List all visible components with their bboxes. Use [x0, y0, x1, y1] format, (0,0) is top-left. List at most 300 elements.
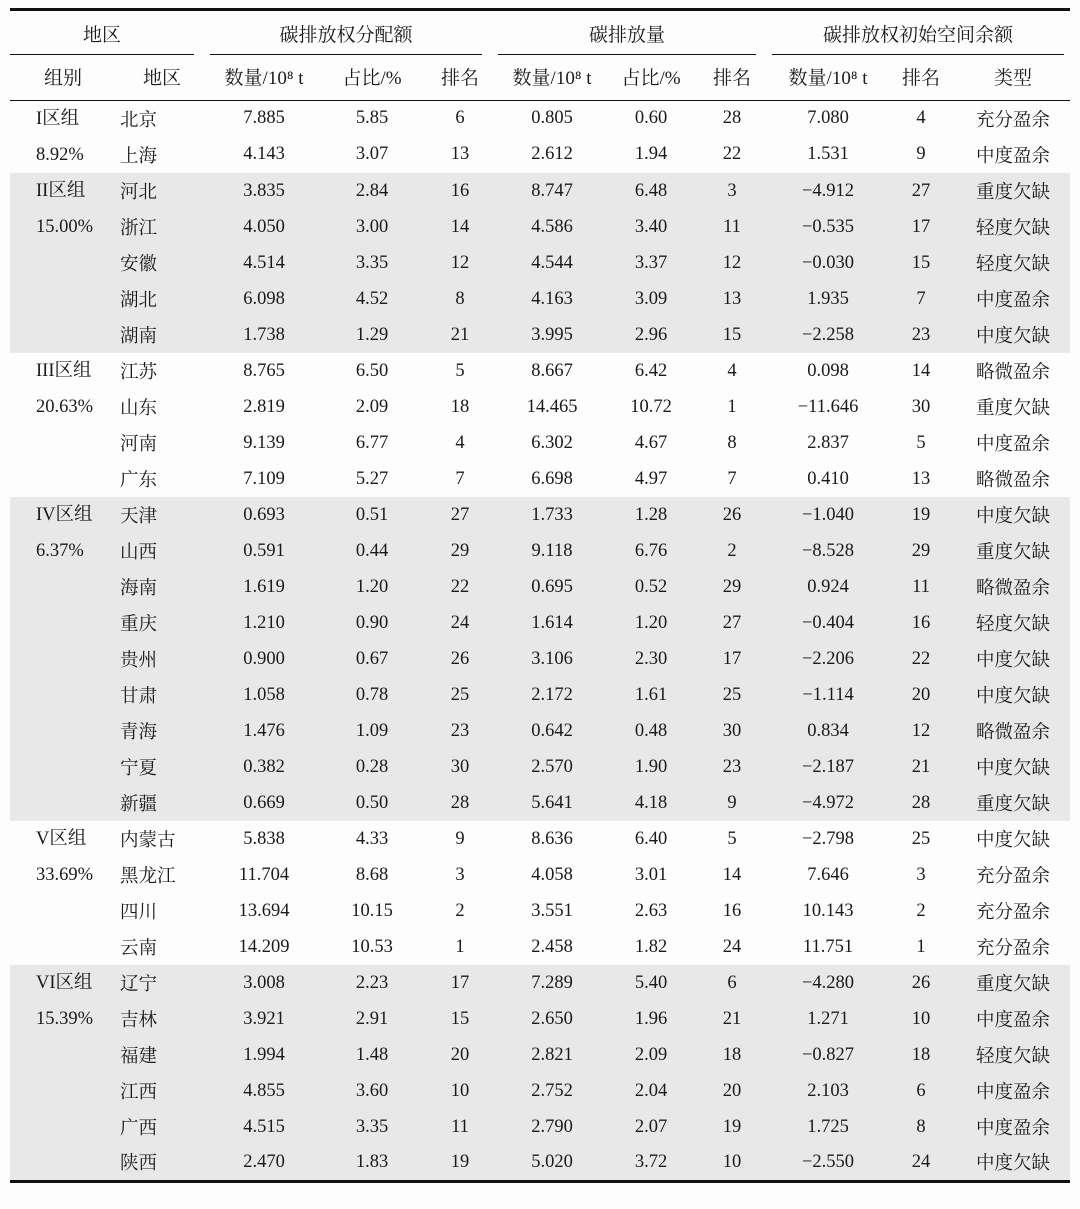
- province-cell: 海南: [116, 569, 208, 605]
- emis-share-cell: 1.61: [608, 677, 694, 713]
- emis-qty-cell: 7.289: [496, 965, 608, 1001]
- alloc-share-cell: 8.68: [355, 864, 389, 885]
- table-row: [10, 857, 1070, 893]
- balance-rank-cell: 2: [916, 900, 926, 921]
- balance-type-cell: 充分盈余: [976, 867, 1051, 887]
- balance-qty-cell: −4.280: [770, 965, 886, 1001]
- alloc-qty-cell: 14.209: [238, 936, 290, 957]
- alloc-share-cell: 0.51: [320, 497, 424, 533]
- balance-type-cell: 轻度欠缺: [956, 245, 1070, 281]
- balance-type-cell: 中度欠缺: [956, 641, 1070, 677]
- alloc-share-cell: 0.28: [320, 749, 424, 785]
- group-percent: 6.37%: [36, 541, 84, 561]
- balance-rank-cell: 29: [886, 533, 956, 569]
- alloc-qty-cell: 3.008: [208, 965, 320, 1001]
- emis-rank-cell: 7: [727, 468, 737, 489]
- group-percent: 8.92%: [36, 145, 84, 165]
- balance-rank-cell: 6: [886, 1073, 956, 1109]
- alloc-rank-cell: 26: [424, 641, 496, 677]
- balance-qty-cell: −2.798: [801, 828, 855, 849]
- emis-qty-cell: 3.106: [496, 641, 608, 677]
- province-cell: 辽宁: [116, 965, 208, 1001]
- alloc-share-cell: 1.83: [320, 1145, 424, 1181]
- emis-qty-cell: 1.733: [496, 497, 608, 533]
- emis-rank-cell: 20: [694, 1073, 770, 1109]
- table-row: [10, 641, 1070, 677]
- emis-rank-cell: 21: [694, 1001, 770, 1037]
- alloc-rank-cell: 16: [424, 173, 496, 209]
- emis-rank-cell: 5: [727, 828, 737, 849]
- emis-share-cell: 1.28: [608, 497, 694, 533]
- balance-type-cell: 轻度欠缺: [956, 605, 1070, 641]
- emis-share-cell: 3.01: [634, 864, 668, 885]
- province-cell: 广西: [116, 1109, 208, 1145]
- province-cell: 内蒙古: [120, 831, 176, 851]
- alloc-rank-cell: 25: [424, 677, 496, 713]
- balance-qty-cell: 1.271: [770, 1001, 886, 1037]
- alloc-qty-cell: 11.704: [238, 864, 290, 885]
- alloc-share-cell: 6.77: [355, 432, 389, 453]
- table-row: [10, 209, 1070, 245]
- balance-qty-cell: 11.751: [802, 936, 854, 957]
- emis-share-cell: 2.09: [608, 1037, 694, 1073]
- alloc-share-cell: 4.33: [355, 828, 389, 849]
- alloc-share-cell: 1.09: [320, 713, 424, 749]
- alloc-rank-cell: 5: [455, 360, 465, 381]
- emis-qty-cell: 5.641: [496, 785, 608, 821]
- emis-rank-cell: 17: [694, 641, 770, 677]
- alloc-share-cell: 5.27: [355, 468, 389, 489]
- emis-share-cell: 6.42: [634, 360, 668, 381]
- subheader-alloc-rank: 排名: [424, 55, 496, 101]
- emis-share-cell: 1.90: [608, 749, 694, 785]
- emis-rank-cell: 29: [694, 569, 770, 605]
- alloc-qty-cell: 0.693: [208, 497, 320, 533]
- balance-type-cell: 中度盈余: [976, 146, 1051, 167]
- col-group-emission-label: 碳排放量: [498, 20, 756, 55]
- col-group-region-label: 地区: [10, 20, 194, 55]
- table-row: [10, 1001, 1070, 1037]
- alloc-share-cell: 2.84: [320, 173, 424, 209]
- balance-type-cell: 重度欠缺: [956, 965, 1070, 1001]
- emis-rank-cell: 3: [694, 173, 770, 209]
- alloc-share-cell: 1.20: [320, 569, 424, 605]
- table-row: [10, 353, 1070, 389]
- table-row: [10, 461, 1070, 497]
- balance-rank-cell: 5: [916, 432, 926, 453]
- province-cell: 江苏: [120, 363, 158, 383]
- province-cell: 天津: [116, 497, 208, 533]
- emis-qty-cell: 2.612: [531, 144, 573, 165]
- group-name: III区组: [36, 361, 92, 381]
- balance-qty-cell: 2.837: [807, 432, 849, 453]
- emis-share-cell: 2.63: [634, 900, 668, 921]
- emis-share-cell: 1.94: [634, 144, 668, 165]
- subheader-group: 组别: [10, 55, 116, 101]
- table-row: [10, 137, 1070, 173]
- alloc-qty-cell: 5.838: [243, 828, 285, 849]
- emis-share-cell: 4.97: [634, 468, 668, 489]
- alloc-rank-cell: 29: [424, 533, 496, 569]
- alloc-qty-cell: 4.855: [208, 1073, 320, 1109]
- alloc-share-cell: 1.48: [320, 1037, 424, 1073]
- alloc-rank-cell: 13: [450, 144, 470, 165]
- emis-rank-cell: 15: [694, 317, 770, 353]
- alloc-share-cell: 6.50: [355, 360, 389, 381]
- balance-qty-cell: −11.646: [797, 396, 859, 417]
- col-group-allocation-label: 碳排放权分配额: [210, 20, 482, 55]
- emis-rank-cell: 24: [722, 936, 742, 957]
- alloc-share-cell: 3.07: [355, 144, 389, 165]
- balance-qty-cell: 0.924: [770, 569, 886, 605]
- alloc-qty-cell: 1.738: [208, 317, 320, 353]
- alloc-qty-cell: 1.058: [208, 677, 320, 713]
- balance-rank-cell: 3: [916, 864, 926, 885]
- balance-rank-cell: 1: [916, 936, 926, 957]
- balance-type-cell: 重度欠缺: [956, 785, 1070, 821]
- alloc-rank-cell: 9: [455, 828, 465, 849]
- balance-qty-cell: 0.098: [807, 360, 849, 381]
- emis-qty-cell: 0.805: [531, 108, 573, 129]
- alloc-share-cell: 3.60: [320, 1073, 424, 1109]
- alloc-qty-cell: 2.470: [208, 1145, 320, 1181]
- emis-share-cell: 0.52: [608, 569, 694, 605]
- alloc-qty-cell: 0.591: [208, 533, 320, 569]
- balance-type-cell: 中度欠缺: [956, 497, 1070, 533]
- balance-qty-cell: 2.103: [770, 1073, 886, 1109]
- emis-rank-cell: 12: [694, 245, 770, 281]
- group-name: IV区组: [36, 505, 93, 525]
- balance-type-cell: 中度欠缺: [956, 749, 1070, 785]
- emis-share-cell: 1.96: [608, 1001, 694, 1037]
- province-cell: 新疆: [116, 785, 208, 821]
- emis-share-cell: 1.82: [634, 936, 668, 957]
- province-cell: 北京: [120, 110, 158, 131]
- table-row: [10, 173, 1070, 209]
- balance-rank-cell: 12: [886, 713, 956, 749]
- province-cell: 浙江: [116, 209, 208, 245]
- alloc-qty-cell: 1.619: [208, 569, 320, 605]
- balance-qty-cell: 10.143: [802, 900, 854, 921]
- balance-rank-cell: 24: [886, 1145, 956, 1181]
- balance-rank-cell: 18: [886, 1037, 956, 1073]
- emis-qty-cell: 3.995: [496, 317, 608, 353]
- balance-type-cell: 中度欠缺: [976, 831, 1051, 851]
- balance-rank-cell: 7: [886, 281, 956, 317]
- alloc-share-cell: 5.85: [355, 108, 389, 129]
- emis-rank-cell: 4: [727, 360, 737, 381]
- province-cell: 宁夏: [116, 749, 208, 785]
- balance-rank-cell: 9: [916, 144, 926, 165]
- province-cell: 陕西: [116, 1145, 208, 1181]
- alloc-rank-cell: 30: [424, 749, 496, 785]
- emis-qty-cell: 2.752: [496, 1073, 608, 1109]
- balance-rank-cell: 8: [886, 1109, 956, 1145]
- table-row: [10, 821, 1070, 857]
- balance-qty-cell: 1.935: [770, 281, 886, 317]
- emis-rank-cell: 26: [694, 497, 770, 533]
- emis-rank-cell: 1: [727, 396, 737, 417]
- alloc-share-cell: 2.09: [355, 396, 389, 417]
- emis-rank-cell: 28: [722, 108, 742, 129]
- alloc-qty-cell: 13.694: [238, 900, 290, 921]
- balance-qty-cell: 1.725: [770, 1109, 886, 1145]
- alloc-share-cell: 4.52: [320, 281, 424, 317]
- group-name: I区组: [36, 109, 80, 129]
- col-group-balance-label: 碳排放权初始空间余额: [772, 20, 1064, 55]
- balance-qty-cell: −0.404: [770, 605, 886, 641]
- emis-share-cell: 2.07: [608, 1109, 694, 1145]
- subheader-emis-qty: 数量/10⁸ t: [496, 55, 608, 101]
- balance-type-cell: 略微盈余: [976, 471, 1051, 491]
- emis-qty-cell: 5.020: [496, 1145, 608, 1181]
- province-cell: 河南: [120, 435, 158, 455]
- alloc-share-cell: 10.53: [351, 936, 393, 957]
- col-group-emission: [496, 10, 770, 56]
- alloc-rank-cell: 21: [424, 317, 496, 353]
- province-cell: 山东: [120, 399, 158, 419]
- balance-type-cell: 中度欠缺: [956, 1145, 1070, 1181]
- province-cell: 广东: [120, 471, 158, 491]
- alloc-qty-cell: 7.109: [243, 468, 285, 489]
- table-row: [10, 281, 1070, 317]
- province-cell: 山西: [116, 533, 208, 569]
- alloc-qty-cell: 3.835: [208, 173, 320, 209]
- group-label-cell: [10, 821, 116, 965]
- balance-rank-cell: 23: [886, 317, 956, 353]
- group-name: II区组: [36, 181, 86, 201]
- alloc-qty-cell: 4.514: [208, 245, 320, 281]
- alloc-qty-cell: 2.819: [243, 396, 285, 417]
- table-row: [10, 893, 1070, 929]
- balance-type-cell: 略微盈余: [976, 363, 1051, 383]
- alloc-rank-cell: 11: [424, 1109, 496, 1145]
- emis-share-cell: 6.40: [634, 828, 668, 849]
- alloc-qty-cell: 9.139: [243, 432, 285, 453]
- province-cell: 江西: [116, 1073, 208, 1109]
- balance-type-cell: 中度盈余: [976, 435, 1051, 455]
- emis-share-cell: 3.37: [608, 245, 694, 281]
- alloc-rank-cell: 20: [424, 1037, 496, 1073]
- emis-qty-cell: 8.667: [531, 360, 573, 381]
- balance-rank-cell: 22: [886, 641, 956, 677]
- table-row: [10, 101, 1070, 137]
- emis-qty-cell: 2.458: [531, 936, 573, 957]
- alloc-rank-cell: 2: [455, 900, 465, 921]
- balance-qty-cell: 0.834: [770, 713, 886, 749]
- emis-qty-cell: 4.058: [531, 864, 573, 885]
- balance-type-cell: 略微盈余: [956, 713, 1070, 749]
- emis-rank-cell: 2: [694, 533, 770, 569]
- emis-qty-cell: 4.544: [496, 245, 608, 281]
- alloc-share-cell: 0.50: [320, 785, 424, 821]
- alloc-qty-cell: 8.765: [243, 360, 285, 381]
- balance-type-cell: 重度欠缺: [956, 173, 1070, 209]
- balance-rank-cell: 11: [886, 569, 956, 605]
- province-cell: 贵州: [116, 641, 208, 677]
- balance-rank-cell: 19: [886, 497, 956, 533]
- alloc-qty-cell: 4.515: [208, 1109, 320, 1145]
- emis-qty-cell: 8.636: [531, 828, 573, 849]
- emis-share-cell: 10.72: [630, 396, 672, 417]
- province-cell: 黑龙江: [120, 867, 176, 887]
- balance-qty-cell: −1.040: [770, 497, 886, 533]
- emis-rank-cell: 25: [694, 677, 770, 713]
- emis-qty-cell: 2.821: [496, 1037, 608, 1073]
- emis-rank-cell: 13: [694, 281, 770, 317]
- emis-qty-cell: 8.747: [496, 173, 608, 209]
- group-label-cell: [10, 353, 116, 497]
- alloc-share-cell: 3.35: [320, 245, 424, 281]
- balance-qty-cell: 7.646: [807, 864, 849, 885]
- balance-qty-cell: 0.410: [807, 468, 849, 489]
- balance-type-cell: 充分盈余: [976, 110, 1051, 131]
- table-header: [10, 10, 1070, 101]
- group-name: VI区组: [36, 973, 93, 993]
- col-group-balance: [770, 10, 1070, 56]
- table-row: [10, 245, 1070, 281]
- emis-rank-cell: 6: [694, 965, 770, 1001]
- emis-share-cell: 2.30: [608, 641, 694, 677]
- alloc-rank-cell: 15: [424, 1001, 496, 1037]
- emis-qty-cell: 1.614: [496, 605, 608, 641]
- group-percent: 15.00%: [36, 217, 94, 237]
- group-percent: 33.69%: [36, 865, 94, 885]
- balance-type-cell: 中度欠缺: [956, 317, 1070, 353]
- balance-rank-cell: 15: [886, 245, 956, 281]
- group-label-cell: [10, 497, 116, 821]
- alloc-rank-cell: 23: [424, 713, 496, 749]
- balance-rank-cell: 13: [911, 468, 931, 489]
- alloc-qty-cell: 4.050: [208, 209, 320, 245]
- emis-qty-cell: 2.790: [496, 1109, 608, 1145]
- emis-qty-cell: 4.163: [496, 281, 608, 317]
- balance-rank-cell: 30: [911, 396, 931, 417]
- balance-rank-cell: 16: [886, 605, 956, 641]
- alloc-qty-cell: 7.885: [243, 108, 285, 129]
- alloc-rank-cell: 10: [424, 1073, 496, 1109]
- alloc-qty-cell: 4.143: [243, 144, 285, 165]
- group-percent: 20.63%: [36, 397, 94, 417]
- balance-rank-cell: 17: [886, 209, 956, 245]
- alloc-share-cell: 10.15: [351, 900, 393, 921]
- emis-qty-cell: 3.551: [531, 900, 573, 921]
- balance-type-cell: 略微盈余: [956, 569, 1070, 605]
- alloc-share-cell: 3.35: [320, 1109, 424, 1145]
- emis-rank-cell: 30: [694, 713, 770, 749]
- emis-share-cell: 0.48: [608, 713, 694, 749]
- alloc-rank-cell: 27: [424, 497, 496, 533]
- province-cell: 四川: [120, 903, 158, 923]
- alloc-rank-cell: 3: [455, 864, 465, 885]
- balance-rank-cell: 21: [886, 749, 956, 785]
- balance-rank-cell: 25: [911, 828, 931, 849]
- emis-share-cell: 0.60: [634, 108, 668, 129]
- table-row: [10, 1109, 1070, 1145]
- emis-rank-cell: 16: [722, 900, 742, 921]
- table-row: [10, 425, 1070, 461]
- table-row: [10, 389, 1070, 425]
- table-row: [10, 677, 1070, 713]
- province-cell: 湖南: [116, 317, 208, 353]
- province-cell: 云南: [120, 939, 158, 959]
- emis-rank-cell: 27: [694, 605, 770, 641]
- alloc-rank-cell: 12: [424, 245, 496, 281]
- balance-type-cell: 重度欠缺: [976, 399, 1051, 419]
- subheader-region: 地区: [116, 55, 208, 101]
- balance-type-cell: 中度盈余: [956, 1001, 1070, 1037]
- table-row: [10, 929, 1070, 965]
- alloc-qty-cell: 0.669: [208, 785, 320, 821]
- alloc-rank-cell: 7: [455, 468, 465, 489]
- emis-rank-cell: 23: [694, 749, 770, 785]
- alloc-rank-cell: 24: [424, 605, 496, 641]
- province-cell: 安徽: [116, 245, 208, 281]
- alloc-share-cell: 3.00: [320, 209, 424, 245]
- emis-qty-cell: 0.695: [496, 569, 608, 605]
- group-label-cell: [10, 965, 116, 1181]
- emis-qty-cell: 6.698: [531, 468, 573, 489]
- table-body: [10, 101, 1070, 1182]
- subheader-alloc-share: 占比/%: [320, 55, 424, 101]
- balance-qty-cell: −2.258: [770, 317, 886, 353]
- table-row: [10, 749, 1070, 785]
- table-row: [10, 1073, 1070, 1109]
- subheader-emis-share: 占比/%: [608, 55, 694, 101]
- balance-qty-cell: −0.535: [770, 209, 886, 245]
- emis-share-cell: 6.48: [608, 173, 694, 209]
- emis-qty-cell: 14.465: [526, 396, 578, 417]
- emis-share-cell: 3.72: [608, 1145, 694, 1181]
- table-row: [10, 1145, 1070, 1181]
- header-sub-row: [10, 55, 1070, 101]
- balance-qty-cell: −1.114: [770, 677, 886, 713]
- table-row: [10, 605, 1070, 641]
- balance-rank-cell: 20: [886, 677, 956, 713]
- emis-rank-cell: 11: [694, 209, 770, 245]
- col-group-region: [10, 10, 208, 56]
- balance-qty-cell: −4.912: [770, 173, 886, 209]
- table-row: [10, 713, 1070, 749]
- emis-share-cell: 5.40: [608, 965, 694, 1001]
- group-label-cell: [10, 173, 116, 353]
- alloc-share-cell: 0.67: [320, 641, 424, 677]
- carbon-allocation-table: [10, 8, 1070, 1183]
- col-group-allocation: [208, 10, 496, 56]
- balance-rank-cell: 28: [886, 785, 956, 821]
- emis-qty-cell: 2.172: [496, 677, 608, 713]
- alloc-rank-cell: 14: [424, 209, 496, 245]
- province-cell: 福建: [116, 1037, 208, 1073]
- province-cell: 河北: [116, 173, 208, 209]
- emis-share-cell: 2.96: [608, 317, 694, 353]
- balance-type-cell: 重度欠缺: [956, 533, 1070, 569]
- emis-share-cell: 1.20: [608, 605, 694, 641]
- table-row: [10, 533, 1070, 569]
- emis-share-cell: 3.40: [608, 209, 694, 245]
- balance-type-cell: 中度盈余: [956, 1073, 1070, 1109]
- province-cell: 甘肃: [116, 677, 208, 713]
- balance-qty-cell: −4.972: [770, 785, 886, 821]
- province-cell: 湖北: [116, 281, 208, 317]
- emis-rank-cell: 18: [694, 1037, 770, 1073]
- balance-qty-cell: −8.528: [770, 533, 886, 569]
- alloc-qty-cell: 3.921: [208, 1001, 320, 1037]
- emis-share-cell: 3.09: [608, 281, 694, 317]
- alloc-qty-cell: 1.476: [208, 713, 320, 749]
- subheader-alloc-qty: 数量/10⁸ t: [208, 55, 320, 101]
- header-group-row: [10, 10, 1070, 56]
